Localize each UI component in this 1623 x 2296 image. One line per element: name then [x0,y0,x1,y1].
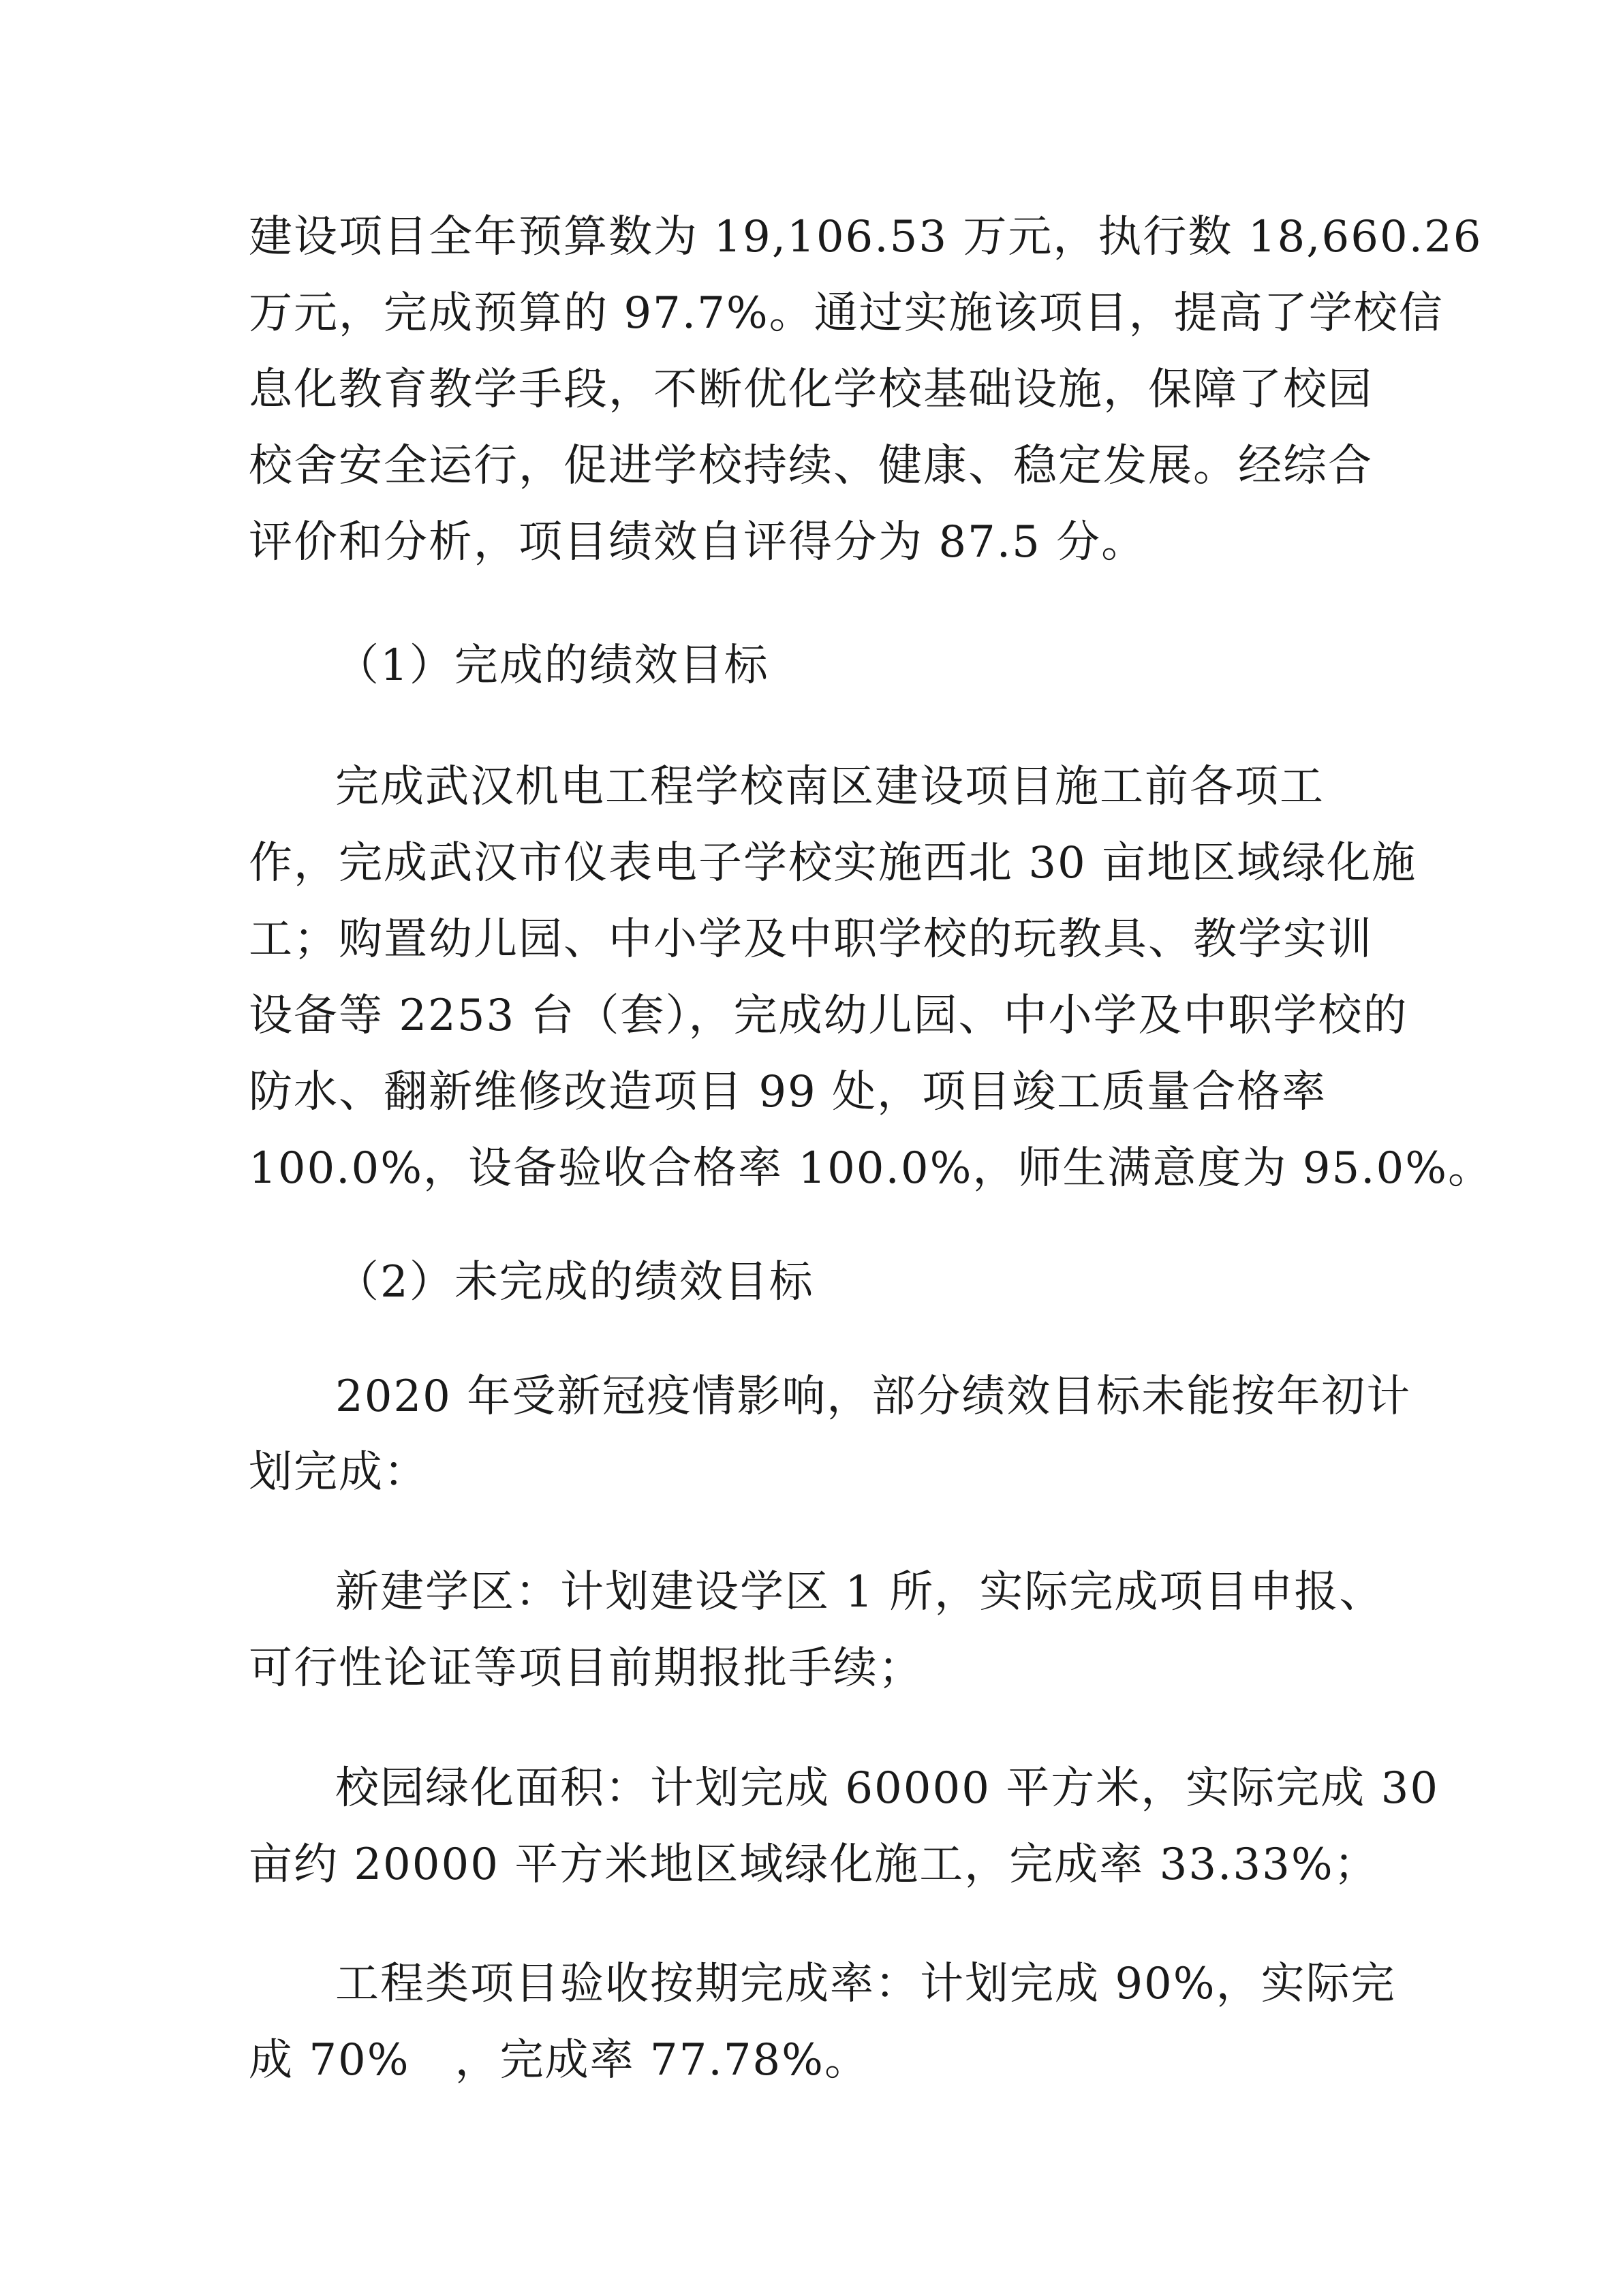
text-line: 作，完成武汉市仪表电子学校实施西北 30 亩地区域绿化施 [249,838,1417,888]
text-line: 防水、翻新维修改造项目 99 处，项目竣工质量合格率 [249,1067,1327,1117]
text-line: 2020 年受新冠疫情影响，部分绩效目标未能按年初计 [335,1371,1412,1422]
text-line: 校舍安全运行，促进学校持续、健康、稳定发展。经综合 [249,441,1373,491]
text-line: 工程类项目验收按期完成率：计划完成 90%，实际完 [335,1959,1396,2009]
text-line: 完成武汉机电工程学校南区建设项目施工前各项工 [335,762,1325,812]
text-line: 可行性论证等项目前期报批手续； [249,1643,923,1694]
text-line: 工；购置幼儿园、中小学及中职学校的玩教具、教学实训 [249,914,1373,965]
text-line: 校园绿化面积：计划完成 60000 平方米，实际完成 30 [335,1763,1440,1814]
text-line: 100.0%，设备验收合格率 100.0%，师生满意度为 95.0%。 [249,1143,1494,1194]
section-heading-uncompleted: （2）未完成的绩效目标 [335,1257,814,1307]
text-line: 建设项目全年预算数为 19,106.53 万元，执行数 18,660.26 [249,212,1483,262]
text-line: 亩约 20000 平方米地区域绿化施工，完成率 33.33%； [249,1840,1379,1890]
section-heading-completed: （1）完成的绩效目标 [335,640,769,691]
text-line: 息化教育教学手段，不断优化学校基础设施，保障了校园 [249,364,1373,415]
text-line: 设备等 2253 台（套），完成幼儿园、中小学及中职学校的 [249,991,1408,1041]
text-line: 划完成： [249,1447,429,1498]
text-line: 新建学区：计划建设学区 1 所，实际完成项目申报、 [335,1567,1385,1617]
text-line: 评价和分析，项目绩效自评得分为 87.5 分。 [249,517,1147,568]
text-line: 万元，完成预算的 97.7%。通过实施该项目，提高了学校信 [249,288,1444,339]
text-line: 成 70% ，完成率 77.78%。 [249,2035,869,2085]
